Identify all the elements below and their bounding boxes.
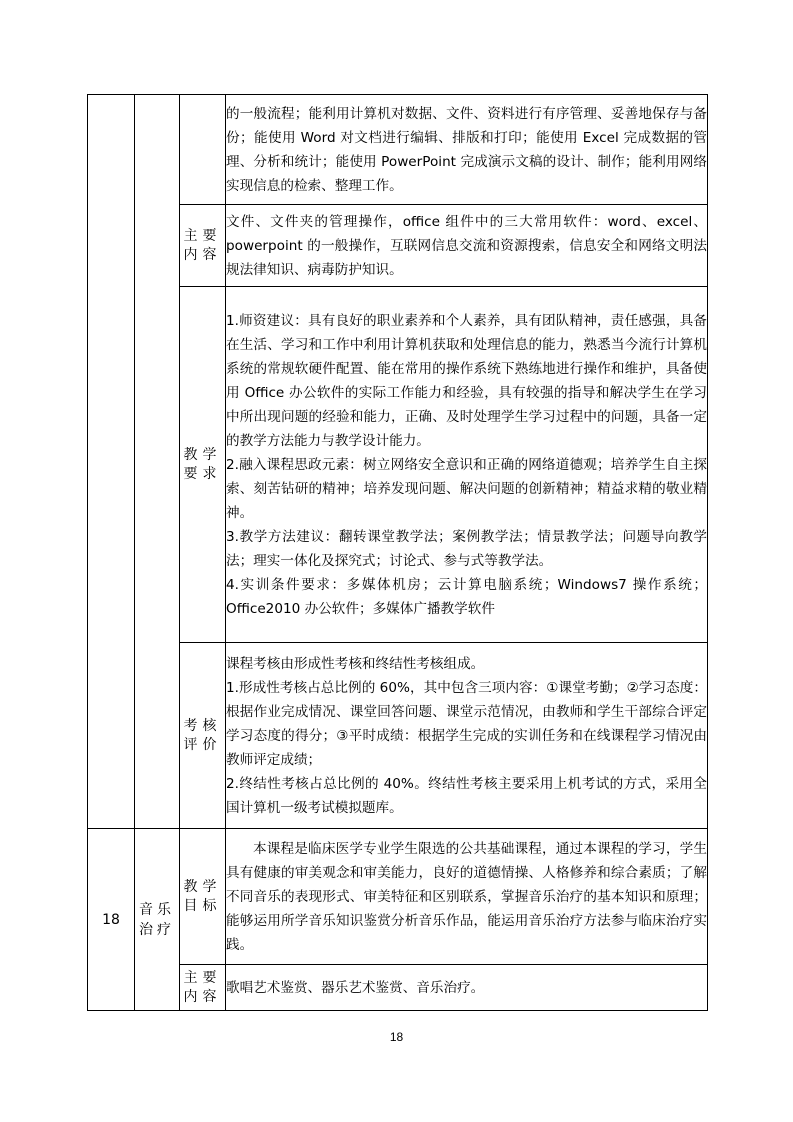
- content-paragraph: 3.教学方法建议：翻转课堂教学法；案例教学法；情景教学法；问题导向教学法；理实一体化及探究式；讨论式、参与式等教学法。: [226, 528, 707, 569]
- content-paragraph: 2.终结性考核占总比例的 40%。终结性考核主要采用上机考试的方式，采用全国计算机一级考试模拟题库。: [226, 775, 707, 816]
- content-paragraph: 课程考核由形成性考核和终结性考核组成。: [226, 655, 485, 672]
- table-row: [88, 287, 708, 643]
- table-row: [88, 95, 708, 205]
- row-label-cell: 主要内容: [180, 205, 226, 287]
- content-cell: [226, 643, 708, 829]
- content-paragraph: 歌唱艺术鉴赏、器乐艺术鉴赏、音乐治疗。: [226, 979, 485, 996]
- content-paragraph: 1.师资建议：具有良好的职业素养和个人素养，具有团队精神，责任感强，具备在生活、学习和工作中利用计算机获取和处理信息的能力，熟悉当今流行计算机系统的常规软硬件配置、能在常用的操作系统下熟练地进行操作和维护，具备使用 Office 办公软件的实际工作能力和经验，具有较强的指导和解决学生在学习中所出现问题的经验和能力，正确、及时处理学生学习过程中的问题，具备一定的教学方法能力与教学设计能力。: [226, 312, 707, 449]
- content-cell: [226, 965, 708, 1011]
- table-row: [88, 965, 708, 1011]
- course-number-cell: 18: [88, 829, 135, 1011]
- row-label-cell: 考核评价: [180, 643, 226, 829]
- content-paragraph: 2.融入课程思政元素：树立网络安全意识和正确的网络道德观；培养学生自主探索、刻苦钻研的精神；培养发现问题、解决问题的创新精神；精益求精的敬业精神。: [226, 456, 707, 521]
- content-paragraph: 4.实训条件要求：多媒体机房；云计算电脑系统；Windows7 操作系统；Office2010 办公软件；多媒体广播教学软件: [226, 576, 707, 617]
- row-label-cell: [180, 95, 226, 205]
- table-row: [88, 829, 708, 965]
- content-paragraph: 的一般流程；能利用计算机对数据、文件、资料进行有序管理、妥善地保存与备份；能使用 Word 对文档进行编辑、排版和打印；能使用 Excel 完成数据的管理、分析和统计；能使用 PowerPoint 完成演示文稿的设计、制作；能利用网络实现信息的检索、整理工作。: [226, 105, 707, 194]
- content-cell: [226, 95, 708, 205]
- content-cell: [226, 205, 708, 287]
- page-number: 18: [389, 1030, 404, 1044]
- content-paragraph: 本课程是临床医学专业学生限选的公共基础课程，通过本课程的学习，学生具有健康的审美观念和审美能力，良好的道德情操、人格修养和综合素质；了解不同音乐的表现形式、审美特征和区别联系，掌握音乐治疗的基本知识和原理；能够运用所学音乐知识鉴赏分析音乐作品，能运用音乐治疗方法参与临床治疗实践。: [226, 840, 707, 953]
- course-table: [87, 94, 708, 1011]
- table-row: [88, 205, 708, 287]
- content-cell: [226, 287, 708, 643]
- row-label-cell: 主要内容: [180, 965, 226, 1011]
- content-paragraph: 文件、文件夹的管理操作，office 组件中的三大常用软件：word、excel、powerpoint 的一般操作，互联网信息交流和资源搜索，信息安全和网络文明法规法律知识、病毒防护知识。: [226, 213, 707, 278]
- table-row: [88, 643, 708, 829]
- content-cell: [226, 829, 708, 965]
- course-name-cell: 音乐治疗: [135, 829, 180, 1011]
- content-paragraph: 1.形成性考核占总比例的 60%，其中包含三项内容：①课堂考勤；②学习态度：根据作业完成情况、课堂回答问题、课堂示范情况，由教师和学生干部综合评定学习态度的得分；③平时成绩：根据学生完成的实训任务和在线课程学习情况由教师评定成绩；: [226, 679, 707, 768]
- course-name-cell: [135, 95, 180, 829]
- row-label-cell: 教学目标: [180, 829, 226, 965]
- course-number-cell: [88, 95, 135, 829]
- row-label-cell: 教学要求: [180, 287, 226, 643]
